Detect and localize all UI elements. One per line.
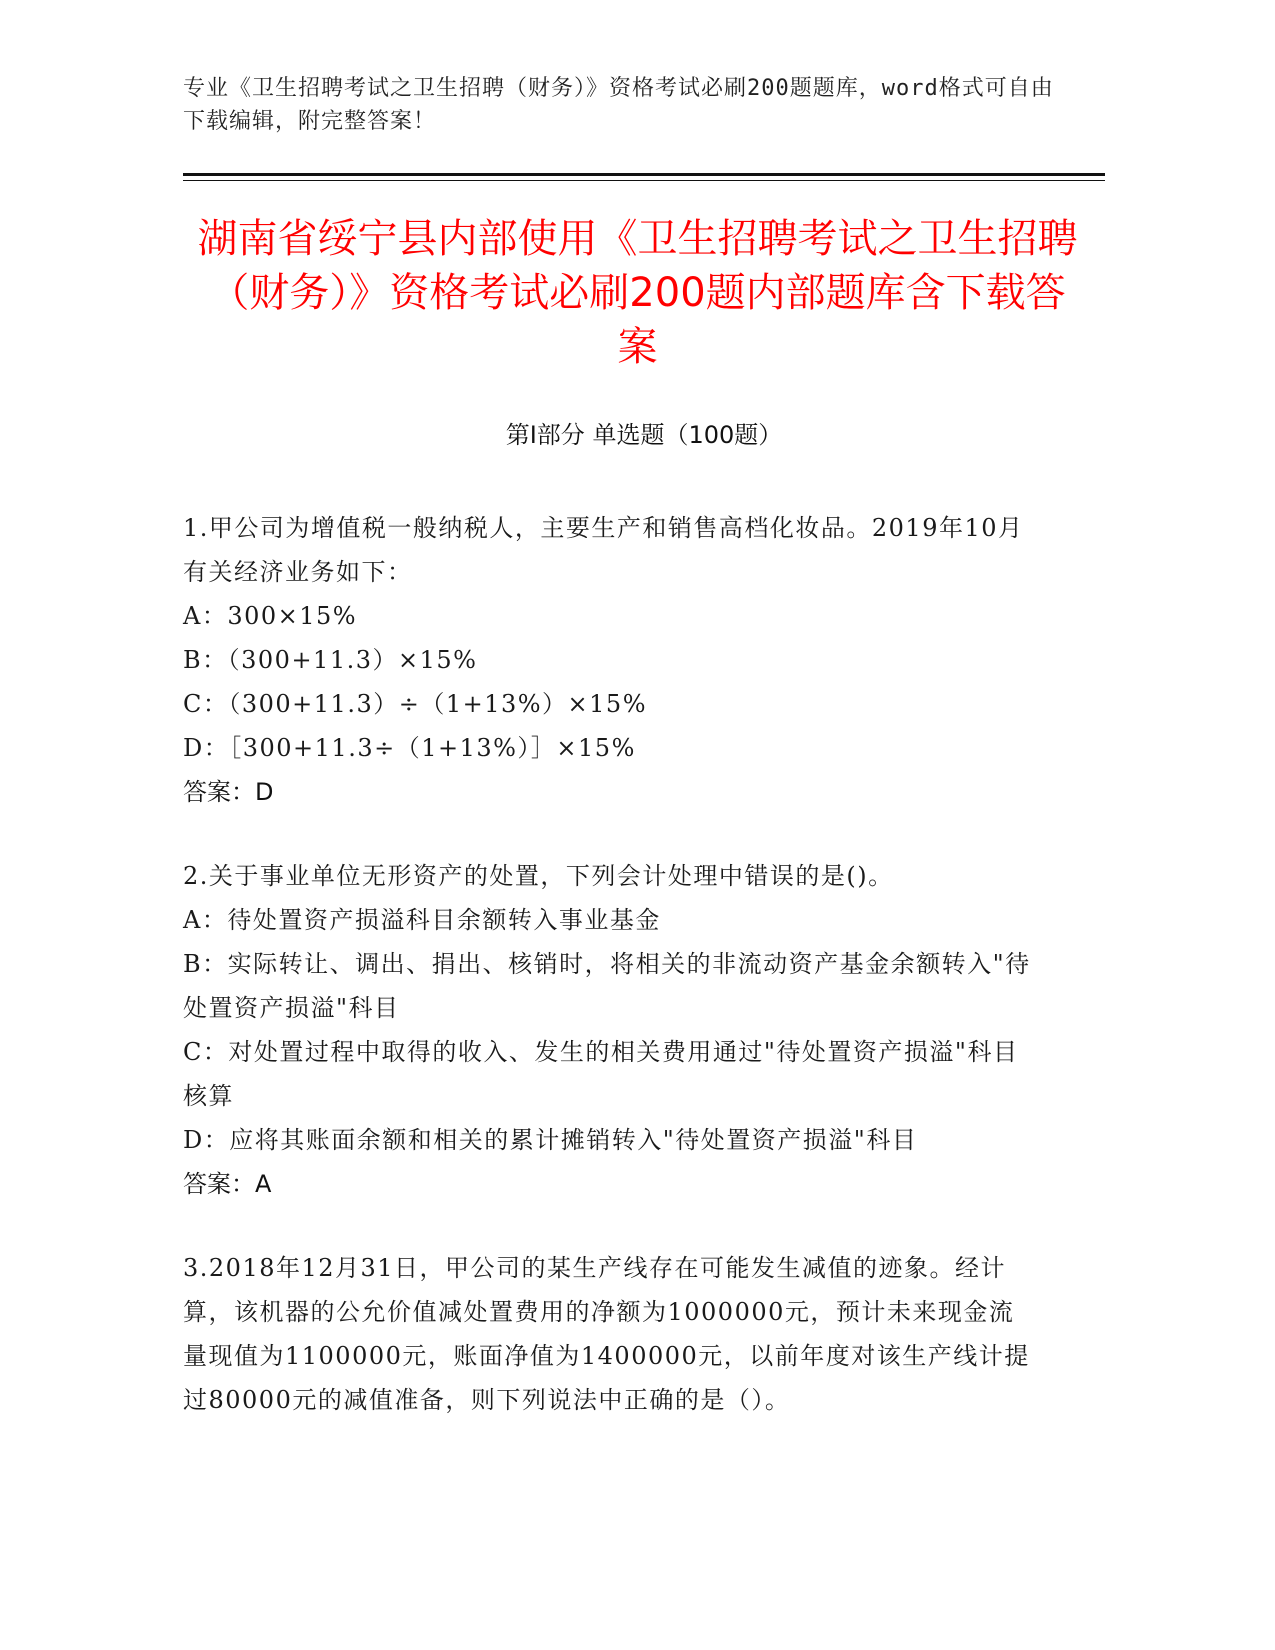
option-d: D：［300+11.3÷（1+13%）］×15% [183, 734, 636, 762]
question-stem: 3.2018年12月31日，甲公司的某生产线存在可能发生减值的迹象。经计算，该机器的公允价值减处置费用的净额为1000000元，预计未来现金流量现值为1100000元，账面净值为1400000元，以前年度对该生产线计提过80000元的减值准备，则下列说法中正确的是（）。 [183, 1254, 1030, 1414]
option-b: B：（300+11.3）×15% [183, 646, 478, 674]
option-b: B：实际转让、调出、捐出、核销时，将相关的非流动资产基金余额转入"待处置资产损溢"科目 [183, 950, 1031, 1022]
header-rule-thin [183, 180, 1105, 181]
answer: 答案：A [183, 1170, 272, 1198]
question-stem: 1.甲公司为增值税一般纳税人，主要生产和销售高档化妆品。2019年10月有关经济业务如下： [183, 514, 1024, 586]
option-d: D：应将其账面余额和相关的累计摊销转入"待处置资产损溢"科目 [183, 1126, 918, 1154]
answer: 答案：D [183, 778, 274, 806]
question-1 [183, 506, 1033, 814]
document-title: 湖南省绥宁县内部使用《卫生招聘考试之卫生招聘（财务）》资格考试必刷200题内部题库含下载答案 [197, 216, 1078, 370]
option-c: C：（300+11.3）÷（1+13%）×15% [183, 690, 648, 718]
option-a: A：待处置资产损溢科目余额转入事业基金 [183, 906, 661, 934]
question-3 [183, 1246, 1033, 1422]
option-c: C：对处置过程中取得的收入、发生的相关费用通过"待处置资产损溢"科目核算 [183, 1038, 1019, 1110]
option-a: A：300×15% [183, 602, 358, 630]
question-list [183, 506, 1033, 1462]
header-rule [183, 173, 1105, 176]
section-heading: 第Ⅰ部分 单选题（100题） [505, 421, 783, 449]
question-2 [183, 854, 1033, 1206]
header-note: 专业《卫生招聘考试之卫生招聘（财务）》资格考试必刷200题题库，word格式可自由下载编辑，附完整答案！ [183, 76, 1054, 134]
question-stem: 2.关于事业单位无形资产的处置，下列会计处理中错误的是()。 [183, 862, 894, 890]
